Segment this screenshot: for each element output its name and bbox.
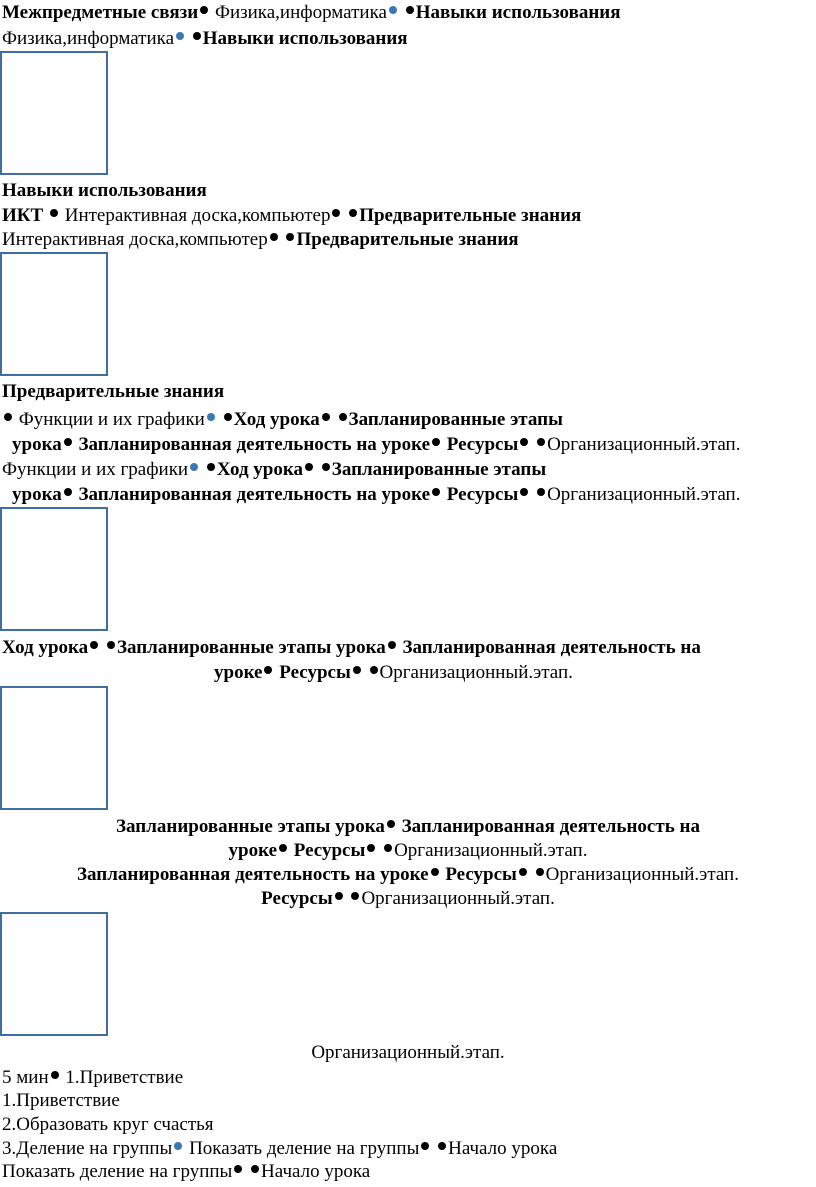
bullet-icon <box>388 641 396 649</box>
bullet-icon <box>251 1165 259 1173</box>
heading-text: Навыки использования <box>2 180 207 201</box>
line-16 <box>0 888 816 910</box>
line-17 <box>0 1042 816 1064</box>
text: Показать деление на группы <box>2 1161 233 1182</box>
bullet-icon <box>107 641 115 649</box>
bullet-icon <box>50 209 58 217</box>
line-19 <box>2 1090 120 1112</box>
heading-text: Предварительные знания <box>359 205 582 226</box>
text: Организационный.этап. <box>361 888 555 909</box>
line-11 <box>2 637 701 659</box>
line-15 <box>0 864 816 886</box>
text: 3.Деление на группы <box>2 1138 173 1159</box>
bullet-icon <box>349 209 357 217</box>
bullet-icon <box>270 233 278 241</box>
line-22 <box>2 1161 370 1183</box>
bullet-icon <box>438 1142 446 1150</box>
bullet-icon <box>176 32 184 40</box>
text: Интерактивная доска,компьютер <box>59 205 331 226</box>
heading-text: Запланированная деятельность на уроке <box>73 434 431 455</box>
bullet-icon <box>322 413 330 421</box>
heading-text: Запланированная деятельность на уроке <box>73 484 431 505</box>
bullet-icon <box>279 844 287 852</box>
bullet-icon <box>305 463 313 471</box>
bullet-icon <box>224 413 232 421</box>
bullet-icon <box>207 413 215 421</box>
line-20 <box>2 1114 214 1136</box>
bullet-icon <box>519 868 527 876</box>
heading-text: Ресурсы <box>274 662 351 683</box>
heading-text: Запланированные этапы <box>348 409 563 430</box>
image-placeholder <box>0 252 108 376</box>
bullet-icon <box>387 820 395 828</box>
line-7 <box>2 409 563 431</box>
text: Организационный.этап. <box>547 434 741 455</box>
bullet-icon <box>264 666 272 674</box>
bullet-icon <box>432 488 440 496</box>
heading-text: Запланированные этапы урока <box>116 816 385 837</box>
heading-text: Навыки использования <box>202 28 408 49</box>
line-12 <box>214 662 573 684</box>
heading-text: Межпредметные связи <box>2 2 199 23</box>
bullet-icon <box>520 488 528 496</box>
bullet-icon <box>90 641 98 649</box>
line-21 <box>2 1138 557 1160</box>
heading-text: Ресурсы <box>442 434 519 455</box>
bullet-icon <box>335 892 343 900</box>
heading-text: Предварительные знания <box>2 381 225 402</box>
bullet-icon <box>431 868 439 876</box>
bullet-icon <box>537 488 545 496</box>
heading-text: ИКТ <box>2 205 48 226</box>
heading-text: уроке <box>228 840 278 861</box>
heading-text: Запланированная деятельность на <box>397 637 701 658</box>
bullet-icon <box>389 6 397 14</box>
bullet-icon <box>64 488 72 496</box>
bullet-icon <box>64 438 72 446</box>
heading-text: урока <box>12 484 62 505</box>
heading-text: Запланированная деятельность на <box>396 816 700 837</box>
line-13 <box>0 816 816 838</box>
text: 1.Приветствие <box>60 1067 184 1088</box>
bullet-icon <box>536 868 544 876</box>
bullet-icon <box>421 1142 429 1150</box>
bullet-icon <box>193 32 201 40</box>
line-3 <box>2 180 207 202</box>
heading-text: Ресурсы <box>289 840 366 861</box>
line-8 <box>12 434 740 456</box>
text: Организационный.этап. <box>311 1042 505 1063</box>
bullet-icon <box>406 6 414 14</box>
bullet-icon <box>190 463 198 471</box>
heading-text: Запланированные этапы <box>331 459 547 480</box>
text: Начало урока <box>261 1161 371 1182</box>
heading-text: Ресурсы <box>261 888 333 909</box>
text: Интерактивная доска,компьютер <box>2 229 268 250</box>
heading-text: Предварительные знания <box>296 229 519 250</box>
text: Физика,информатика <box>210 2 387 23</box>
line-2 <box>2 28 408 50</box>
text: Физика,информатика <box>2 28 175 49</box>
bullet-icon <box>174 1142 182 1150</box>
heading-text: Ресурсы <box>442 484 519 505</box>
bullet-icon <box>520 438 528 446</box>
text: Показать деление на группы <box>184 1138 420 1159</box>
text: 1.Приветствие <box>2 1090 120 1111</box>
line-6 <box>2 381 224 403</box>
bullet-icon <box>384 844 392 852</box>
line-4 <box>2 205 581 227</box>
bullet-icon <box>51 1071 59 1079</box>
text: Организационный.этап. <box>394 840 588 861</box>
text: Организационный.этап. <box>545 864 739 885</box>
bullet-icon <box>353 666 361 674</box>
text: 2.Образовать круг счастья <box>2 1114 214 1135</box>
heading-text: урока <box>12 434 62 455</box>
bullet-icon <box>370 666 378 674</box>
line-18 <box>2 1067 183 1089</box>
bullet-icon <box>286 233 294 241</box>
text: Функции и их графики <box>2 459 189 480</box>
bullet-icon <box>432 438 440 446</box>
text: Функции и их графики <box>14 409 205 430</box>
bullet-icon <box>207 463 215 471</box>
image-placeholder <box>0 51 108 175</box>
heading-text: уроке <box>214 662 263 683</box>
text: Организационный.этап. <box>379 662 573 683</box>
heading-text: Ход урока <box>233 409 320 430</box>
bullet-icon <box>537 438 545 446</box>
text: Организационный.этап. <box>547 484 741 505</box>
bullet-icon <box>367 844 375 852</box>
bullet-icon <box>332 209 340 217</box>
text: Начало урока <box>448 1138 558 1159</box>
line-1 <box>2 2 621 24</box>
line-10 <box>12 484 740 506</box>
text: 5 мин <box>2 1067 49 1088</box>
bullet-icon <box>234 1165 242 1173</box>
heading-text: Запланированные этапы урока <box>116 637 386 658</box>
bullet-icon <box>4 413 12 421</box>
line-9 <box>2 459 546 481</box>
heading-text: Запланированная деятельность на уроке <box>77 864 429 885</box>
bullet-icon <box>200 6 208 14</box>
heading-text: Навыки использования <box>415 2 621 23</box>
heading-text: Ход урока <box>2 637 89 658</box>
heading-text: Ход урока <box>216 459 304 480</box>
bullet-icon <box>339 413 347 421</box>
bullet-icon <box>351 892 359 900</box>
bullet-icon <box>322 463 330 471</box>
image-placeholder <box>0 912 108 1036</box>
image-placeholder <box>0 507 108 631</box>
image-placeholder <box>0 686 108 810</box>
heading-text: Ресурсы <box>440 864 517 885</box>
line-5 <box>2 229 519 251</box>
line-14 <box>0 840 816 862</box>
